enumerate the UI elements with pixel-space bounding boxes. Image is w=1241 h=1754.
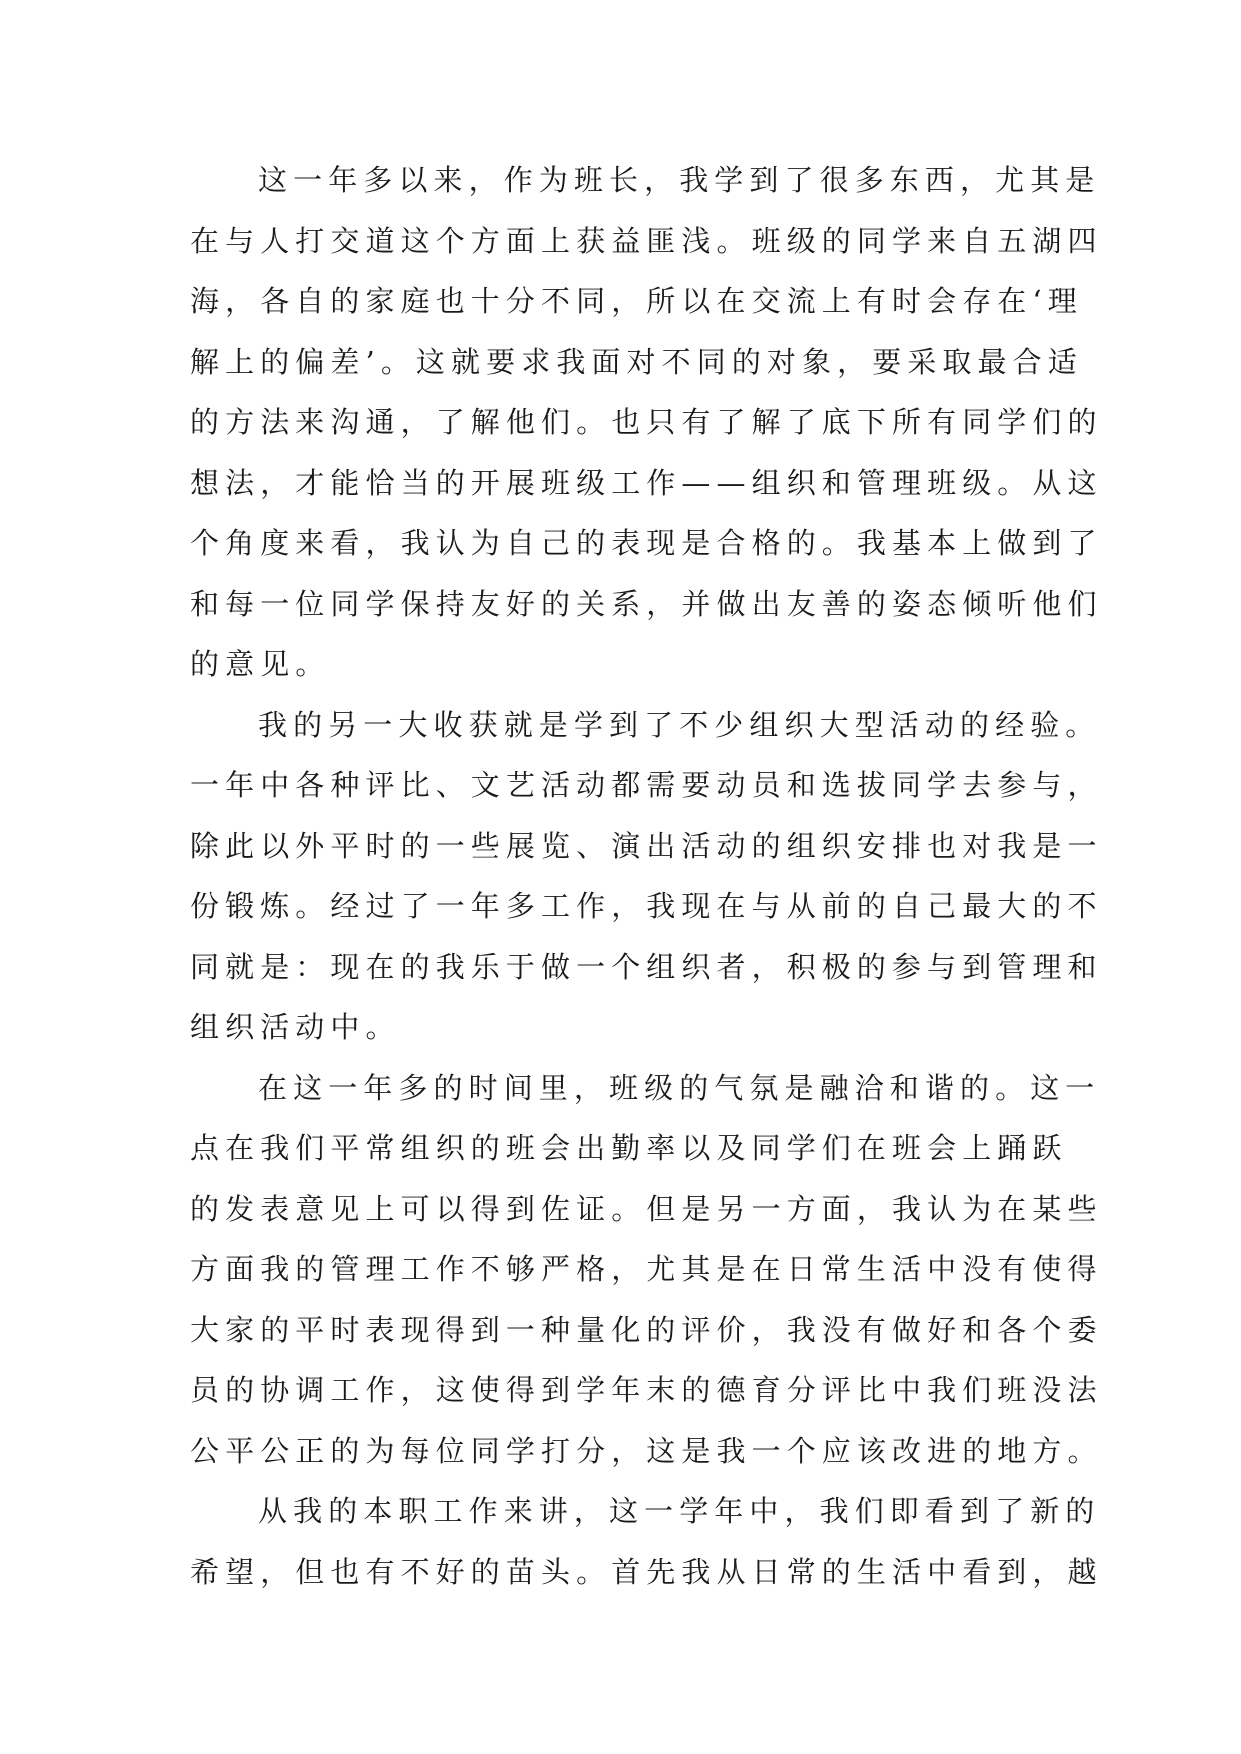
text-line: 想法，才能恰当的开展班级工作——组织和管理班级。从这 (190, 465, 1103, 500)
text-line: 员的协调工作，这使得到学年末的德育分评比中我们班没法 (190, 1373, 1103, 1407)
paragraph-1 (190, 150, 1103, 695)
document-body (190, 150, 1103, 1602)
text-line: 这一年多以来，作为班长，我学到了很多东西，尤其是 (258, 163, 1101, 197)
paragraph-4 (190, 1481, 1103, 1602)
text-line: 和每一位同学保持友好的关系，并做出友善的姿态倾听他们 (190, 586, 1103, 621)
text-line: 组织活动中。 (190, 1010, 401, 1044)
text-line: 点在我们平常组织的班会出勤率以及同学们在班会上踊跃 (190, 1131, 1068, 1165)
text-line: 同就是：现在的我乐于做一个组织者，积极的参与到管理和 (190, 949, 1103, 984)
text-line: 从我的本职工作来讲，这一学年中，我们即看到了新的 (258, 1494, 1101, 1528)
text-line: 份锻炼。经过了一年多工作，我现在与从前的自己最大的不 (190, 889, 1103, 923)
text-line: 一年中各种评比、文艺活动都需要动员和选拔同学去参与， (190, 768, 1103, 802)
text-line: 的意见。 (190, 647, 331, 681)
text-line: 海，各自的家庭也十分不同，所以在交流上有时会存在‘理 (190, 284, 1083, 318)
paragraph-2 (190, 695, 1103, 1058)
text-line: 希望，但也有不好的苗头。首先我从日常的生活中看到，越 (190, 1554, 1103, 1589)
text-line: 我的另一大收获就是学到了不少组织大型活动的经验。 (258, 707, 1101, 742)
text-line: 在这一年多的时间里，班级的气氛是融洽和谐的。这一 (258, 1070, 1101, 1105)
text-line: 大家的平时表现得到一种量化的评价，我没有做好和各个委 (190, 1312, 1103, 1347)
text-line: 解上的偏差’。这就要求我面对不同的对象，要采取最合适 (190, 344, 1083, 379)
paragraph-3 (190, 1058, 1103, 1482)
text-line: 个角度来看，我认为自己的表现是合格的。我基本上做到了 (190, 526, 1103, 560)
text-line: 的发表意见上可以得到佐证。但是另一方面，我认为在某些 (190, 1191, 1103, 1226)
text-line: 方面我的管理工作不够严格，尤其是在日常生活中没有使得 (190, 1252, 1103, 1286)
text-line: 公平公正的为每位同学打分，这是我一个应该改进的地方。 (190, 1433, 1103, 1468)
text-line: 在与人打交道这个方面上获益匪浅。班级的同学来自五湖四 (190, 223, 1103, 258)
text-line: 除此以外平时的一些展览、演出活动的组织安排也对我是一 (190, 828, 1103, 863)
text-line: 的方法来沟通，了解他们。也只有了解了底下所有同学们的 (190, 405, 1103, 439)
